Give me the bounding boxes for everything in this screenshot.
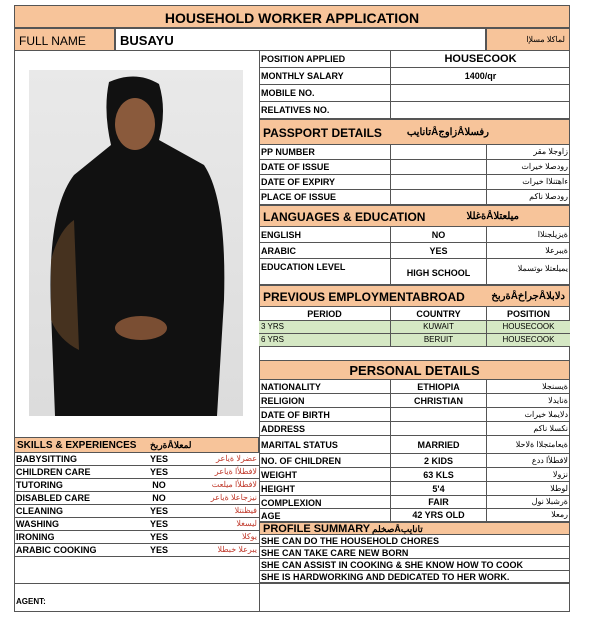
position-label: POSITION APPLIED — [261, 54, 346, 64]
employment-table — [259, 307, 570, 347]
education-label: EDUCATION LEVEL — [261, 262, 346, 272]
employment-section-header — [259, 285, 570, 307]
employment-country: BERUIT — [423, 335, 454, 344]
english-value: NO — [431, 230, 446, 240]
employment-title: PREVIOUS EMPLOYMENTABROAD — [263, 290, 465, 304]
address-arabic: نكسلا ناكم — [533, 424, 568, 433]
period-header: PERIOD — [307, 309, 342, 319]
profile-section-header — [259, 522, 570, 535]
full-name-value: BUSAYU — [120, 33, 174, 48]
personal-table — [259, 380, 570, 522]
salary-value: 1400/qr — [464, 71, 497, 81]
marital-label: MARITAL STATUS — [261, 440, 338, 450]
passport-section-header — [259, 119, 570, 145]
profile-line: SHE IS HARDWORKING AND DEDICATED TO HER WORK. — [261, 572, 510, 582]
languages-section-header — [259, 205, 570, 227]
english-label: ENGLISH — [261, 230, 302, 240]
issue-date-arabic: رودصلا خيرات — [521, 162, 568, 171]
address-label: ADDRESS — [261, 424, 306, 434]
arabic-lang-label: ARABIC — [261, 246, 296, 256]
skill-arabic: يبرعلا خبطلا — [217, 545, 257, 554]
skill-label: TUTORING — [16, 480, 63, 490]
agent-label: AGENT: — [16, 597, 46, 606]
mobile-label: MOBILE NO. — [261, 88, 315, 98]
pp-number-arabic: زاوجلا مقر — [533, 147, 568, 156]
skill-arabic: فيظنتلا — [234, 506, 257, 515]
skill-label: ARABIC COOKING — [16, 545, 97, 555]
employment-period: 6 YRS — [261, 335, 284, 344]
profile-line: SHE CAN DO THE HOUSEHOLD CHORES — [261, 536, 440, 546]
religion-arabic: ةنايدلا — [548, 396, 568, 405]
arabic-lang-value: YES — [429, 246, 448, 256]
education-value: HIGH SCHOOL — [406, 268, 471, 278]
passport-arabic: رفسلاÅزاوجÅتانايب — [406, 127, 489, 138]
weight-label: WEIGHT — [261, 470, 297, 480]
issue-date-label: DATE OF ISSUE — [261, 162, 330, 172]
profile-lines — [259, 535, 570, 583]
complexion-label: COMPLEXION — [261, 498, 322, 508]
languages-table — [259, 227, 570, 285]
full-name-label-cell — [14, 28, 115, 51]
applicant-photo-figure — [29, 70, 243, 416]
position-table — [259, 51, 570, 119]
personal-title: PERSONAL DETAILS — [349, 363, 480, 378]
skill-value: YES — [149, 506, 168, 516]
employment-position: HOUSECOOK — [502, 322, 555, 331]
skill-label: CHILDREN CARE — [16, 467, 91, 477]
skill-arabic: لافطلأا ميلعت — [211, 480, 257, 489]
employment-period: 3 YRS — [261, 322, 284, 331]
english-arabic: ةيزيلجنلاا — [537, 230, 568, 239]
children-value: 2 KIDS — [423, 456, 453, 466]
weight-value: 63 KLS — [423, 470, 454, 480]
skill-arabic: عضرلا ةياعر — [216, 454, 257, 463]
height-value: 5'4 — [432, 484, 445, 494]
children-arabic: لافطلأا ددع — [531, 456, 568, 465]
position-value: HOUSECOOK — [444, 53, 517, 65]
education-arabic: يميلعتلا ىوتسملا — [517, 264, 568, 273]
employment-position: HOUSECOOK — [502, 335, 555, 344]
skill-arabic: لافطلأا ةياعر — [214, 467, 257, 476]
weight-arabic: نزولا — [552, 470, 568, 479]
skills-title: SKILLS & EXPERIENCES — [17, 440, 137, 451]
languages-arabic: ميلعتلاÅةغللا — [466, 211, 519, 222]
profile-title: PROFILE SUMMARY — [263, 523, 371, 535]
page-title: HOUSEHOLD WORKER APPLICATION — [164, 10, 420, 26]
skill-label: WASHING — [16, 519, 60, 529]
position-header: POSITION — [506, 309, 550, 319]
profile-arabic: تانايبÅصخلم — [372, 524, 423, 534]
applicant-photo — [29, 70, 243, 416]
skill-arabic: ليسغلا — [236, 519, 257, 528]
dob-label: DATE OF BIRTH — [261, 410, 330, 420]
religion-label: RELIGION — [261, 396, 305, 406]
expiry-date-label: DATE OF EXPIRY — [261, 177, 336, 187]
employment-arabic: دلابلاÅجراخÅةربخ — [491, 291, 565, 302]
skills-section-header — [14, 437, 259, 453]
arabic-lang-arabic: ةيبرعلا — [545, 246, 568, 255]
skills-table — [14, 453, 259, 557]
skill-value: YES — [149, 545, 168, 555]
personal-section-header — [259, 360, 570, 380]
profile-line: SHE CAN TAKE CARE NEW BORN — [261, 548, 409, 558]
country-header: COUNTRY — [416, 309, 461, 319]
nationality-label: NATIONALITY — [261, 382, 321, 392]
place-of-issue-label: PLACE OF ISSUE — [261, 192, 337, 202]
height-label: HEIGHT — [261, 484, 296, 494]
skill-label: BABYSITTING — [16, 454, 78, 464]
relatives-label: RELATIVES NO. — [261, 105, 330, 115]
languages-title: LANGUAGES & EDUCATION — [263, 210, 426, 224]
nationality-value: ETHIOPIA — [417, 382, 460, 392]
children-label: NO. OF CHILDREN — [261, 456, 341, 466]
height-arabic: لوطلا — [550, 484, 568, 493]
skill-arabic: نيزجاعلا ةياعر — [210, 493, 257, 502]
expiry-date-arabic: ءاهتنلاا خيرات — [522, 177, 568, 186]
agent-divider — [14, 583, 570, 584]
employment-country: KUWAIT — [423, 322, 454, 331]
skill-value: YES — [149, 454, 168, 464]
full-name-arabic-cell — [486, 28, 570, 51]
passport-title: PASSPORT DETAILS — [263, 126, 382, 140]
age-arabic: رمعلا — [551, 510, 568, 519]
place-of-issue-arabic: رودصلا ناكم — [529, 192, 568, 201]
pp-number-label: PP NUMBER — [261, 147, 315, 157]
skill-value: YES — [149, 467, 168, 477]
skills-arabic: لمعلاÅةربخ — [150, 440, 192, 450]
full-name-value-cell — [115, 28, 486, 51]
profile-line: SHE CAN ASSIST IN COOKING & SHE KNOW HOW TO COOK — [261, 560, 524, 570]
header-bar — [14, 5, 570, 28]
religion-value: CHRISTIAN — [414, 396, 463, 406]
skill-arabic: يوكلا — [242, 532, 257, 541]
skill-value: YES — [149, 519, 168, 529]
marital-arabic: ةيعامتجلاا ةلاحلا — [515, 440, 568, 449]
complexion-value: FAIR — [428, 497, 449, 507]
skill-label: DISABLED CARE — [16, 493, 91, 503]
skill-value: NO — [152, 493, 166, 503]
salary-label: MONTHLY SALARY — [261, 71, 344, 81]
marital-value: MARRIED — [417, 440, 460, 450]
passport-table — [259, 145, 570, 205]
dob-arabic: دلايملا خيرات — [524, 410, 568, 419]
skill-value: YES — [149, 532, 168, 542]
age-value: 42 YRS OLD — [412, 510, 465, 520]
skill-label: IRONING — [16, 532, 55, 542]
complexion-arabic: ةرشبلا نول — [531, 497, 568, 506]
skill-label: CLEANING — [16, 506, 63, 516]
full-name-arabic: لماكلا مسلإا — [526, 35, 565, 44]
skill-value: NO — [152, 480, 166, 490]
full-name-label: FULL NAME — [19, 34, 86, 48]
age-label: AGE — [261, 511, 281, 521]
nationality-arabic: ةيسنجلا — [542, 382, 568, 391]
